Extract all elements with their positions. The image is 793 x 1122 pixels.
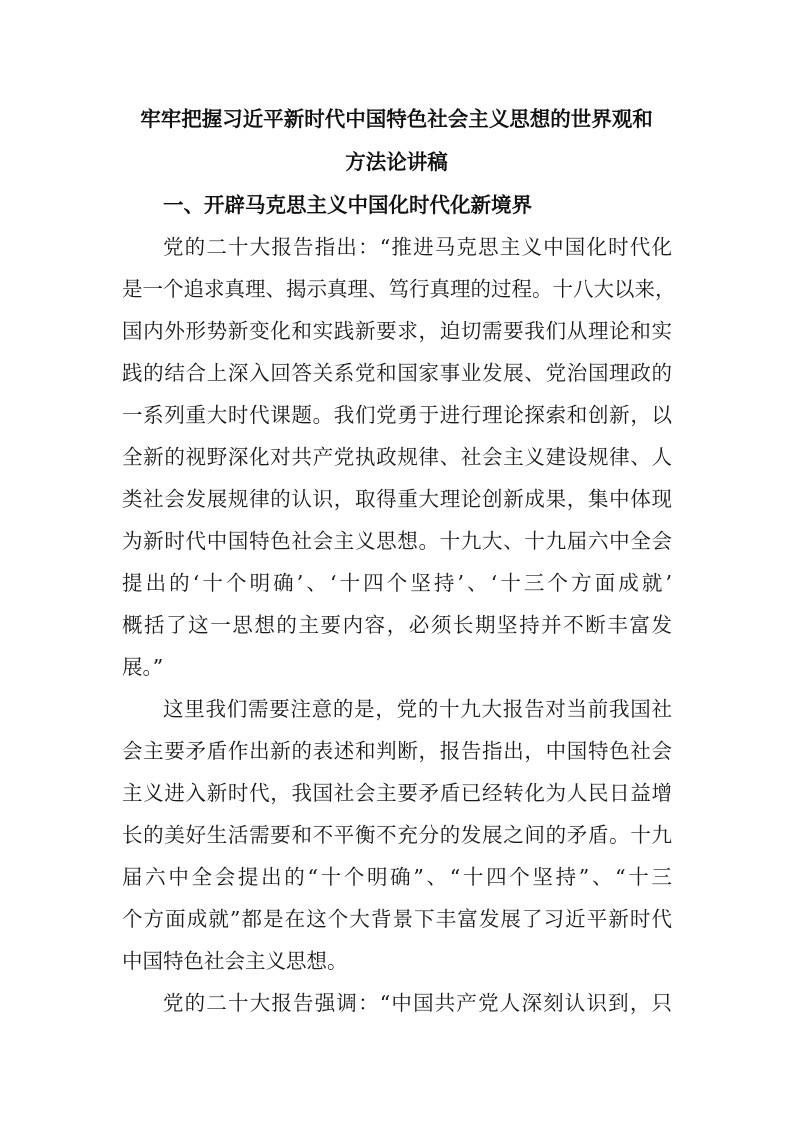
paragraph-1-line-9: 提出的‘十个明确’、‘十四个坚持’、‘十三个方面成就’: [122, 571, 672, 595]
paragraph-1-line-2: 是一个追求真理、揭示真理、笃行真理的过程。十八大以来，: [122, 277, 676, 301]
paragraph-2-line-5: 届六中全会提出的“十个明确”、“十四个坚持”、“十三: [122, 865, 672, 889]
paragraph-2-line-1: 这里我们需要注意的是，党的十九大报告对当前我国社: [163, 697, 672, 721]
paragraph-1-line-5: 一系列重大时代课题。我们党勇于进行理论探索和创新，以: [122, 403, 672, 427]
document-title-line-2: 方法论讲稿: [345, 150, 448, 174]
paragraph-1-line-7: 类社会发展规律的认识，取得重大理论创新成果，集中体现: [122, 487, 672, 511]
paragraph-2-line-6: 个方面成就”都是在这个大背景下丰富发展了习近平新时代: [122, 907, 672, 931]
paragraph-1-line-4: 践的结合上深入回答关系党和国家事业发展、党治国理政的: [122, 361, 672, 385]
paragraph-1-line-1: 党的二十大报告指出：“推进马克思主义中国化时代化: [163, 235, 672, 259]
document-title-line-1: 牢牢把握习近平新时代中国特色社会主义思想的世界观和: [140, 107, 653, 131]
paragraph-1-line-10: 概括了这一思想的主要内容，必须长期坚持并不断丰富发: [122, 613, 672, 637]
paragraph-2-line-7: 中国特色社会主义思想。: [122, 949, 348, 973]
paragraph-1-line-3: 国内外形势新变化和实践新要求，迫切需要我们从理论和实: [122, 319, 672, 343]
paragraph-1-line-11: 展。”: [122, 655, 164, 679]
paragraph-2-line-2: 会主要矛盾作出新的表述和判断，报告指出，中国特色社会: [122, 739, 672, 763]
paragraph-2-line-3: 主义进入新时代，我国社会主要矛盾已经转化为人民日益增: [122, 781, 672, 805]
paragraph-1-line-6: 全新的视野深化对共产党执政规律、社会主义建设规律、人: [122, 445, 672, 469]
section-heading: 一、开辟马克思主义中国化时代化新境界: [163, 193, 532, 217]
paragraph-2-line-4: 长的美好生活需要和不平衡不充分的发展之间的矛盾。十九: [122, 823, 672, 847]
paragraph-1-line-8: 为新时代中国特色社会主义思想。十九大、十九届六中全会: [122, 529, 672, 553]
paragraph-3-line-1: 党的二十大报告强调：“中国共产党人深刻认识到，只: [163, 991, 672, 1015]
